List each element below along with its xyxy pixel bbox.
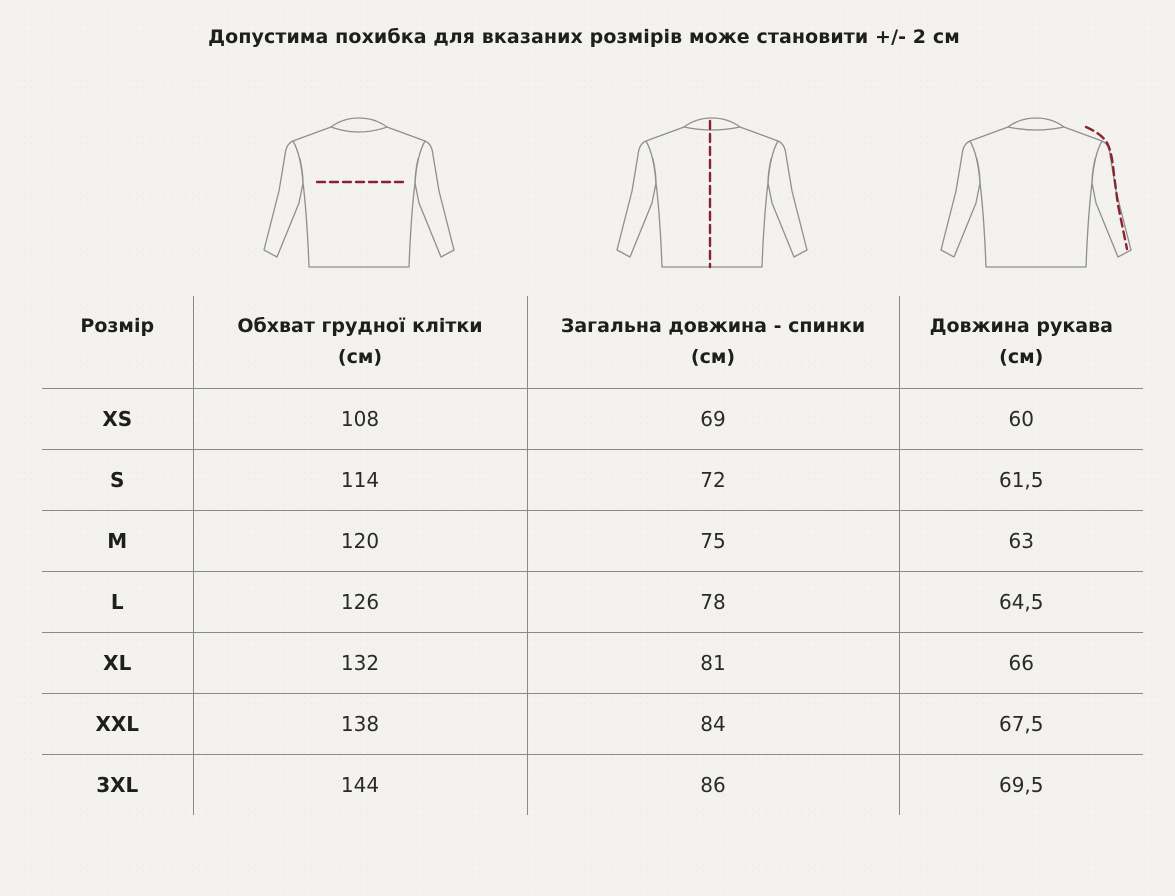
table-row: [42, 389, 1143, 450]
chest-cell: 144: [193, 755, 527, 816]
size-cell: L: [42, 572, 193, 633]
header-size-label: Розмір: [80, 315, 155, 337]
sleeve-cell: 67,5: [899, 694, 1143, 755]
size-cell: S: [42, 450, 193, 511]
table-row: [42, 450, 1143, 511]
sleeve-cell: 69,5: [899, 755, 1143, 816]
jacket-chest-measure-icon: [259, 115, 459, 275]
header-sleeve-unit: (см): [999, 346, 1044, 368]
sleeve-cell: 61,5: [899, 450, 1143, 511]
table-row: [42, 755, 1143, 816]
table-row: [42, 572, 1143, 633]
size-cell: XXL: [42, 694, 193, 755]
sleeve-cell: 60: [899, 389, 1143, 450]
table-row: [42, 694, 1143, 755]
header-chest: [193, 296, 527, 389]
sleeve-cell: 66: [899, 633, 1143, 694]
sleeve-cell: 64,5: [899, 572, 1143, 633]
chest-cell: 138: [193, 694, 527, 755]
size-cell: XL: [42, 633, 193, 694]
header-size: [42, 296, 193, 389]
length-cell: 78: [527, 572, 899, 633]
length-cell: 69: [527, 389, 899, 450]
size-cell: 3XL: [96, 773, 139, 797]
chest-cell: 114: [193, 450, 527, 511]
length-cell: 72: [527, 450, 899, 511]
size-chart-table: [42, 296, 1143, 815]
header-chest-unit: (см): [337, 346, 383, 368]
header-sleeve: [899, 296, 1143, 389]
chest-cell: 108: [193, 389, 527, 450]
length-cell: 84: [527, 694, 899, 755]
table-row: [42, 511, 1143, 572]
header-chest-label: Обхват грудної клітки: [237, 315, 483, 337]
header-length-unit: (см): [690, 346, 736, 368]
header-length-label: Загальна довжина - спинки: [560, 315, 866, 337]
table-header-row: [42, 296, 1143, 389]
size-cell: M: [42, 511, 193, 572]
chest-cell: 126: [193, 572, 527, 633]
table-row: [42, 633, 1143, 694]
chest-cell: 120: [193, 511, 527, 572]
jacket-back-length-measure-icon: [612, 115, 812, 275]
size-cell: XS: [42, 389, 193, 450]
length-cell: 81: [527, 633, 899, 694]
jacket-sleeve-length-measure-icon: [936, 115, 1136, 275]
sleeve-cell: 63: [899, 511, 1143, 572]
tolerance-note: Допустима похибка для вказаних розмірів може становити +/- 2 см: [208, 26, 960, 48]
chest-cell: 132: [193, 633, 527, 694]
header-length: [527, 296, 899, 389]
length-cell: 75: [527, 511, 899, 572]
length-cell: 86: [527, 755, 899, 816]
header-sleeve-label: Довжина рукава: [929, 315, 1113, 337]
